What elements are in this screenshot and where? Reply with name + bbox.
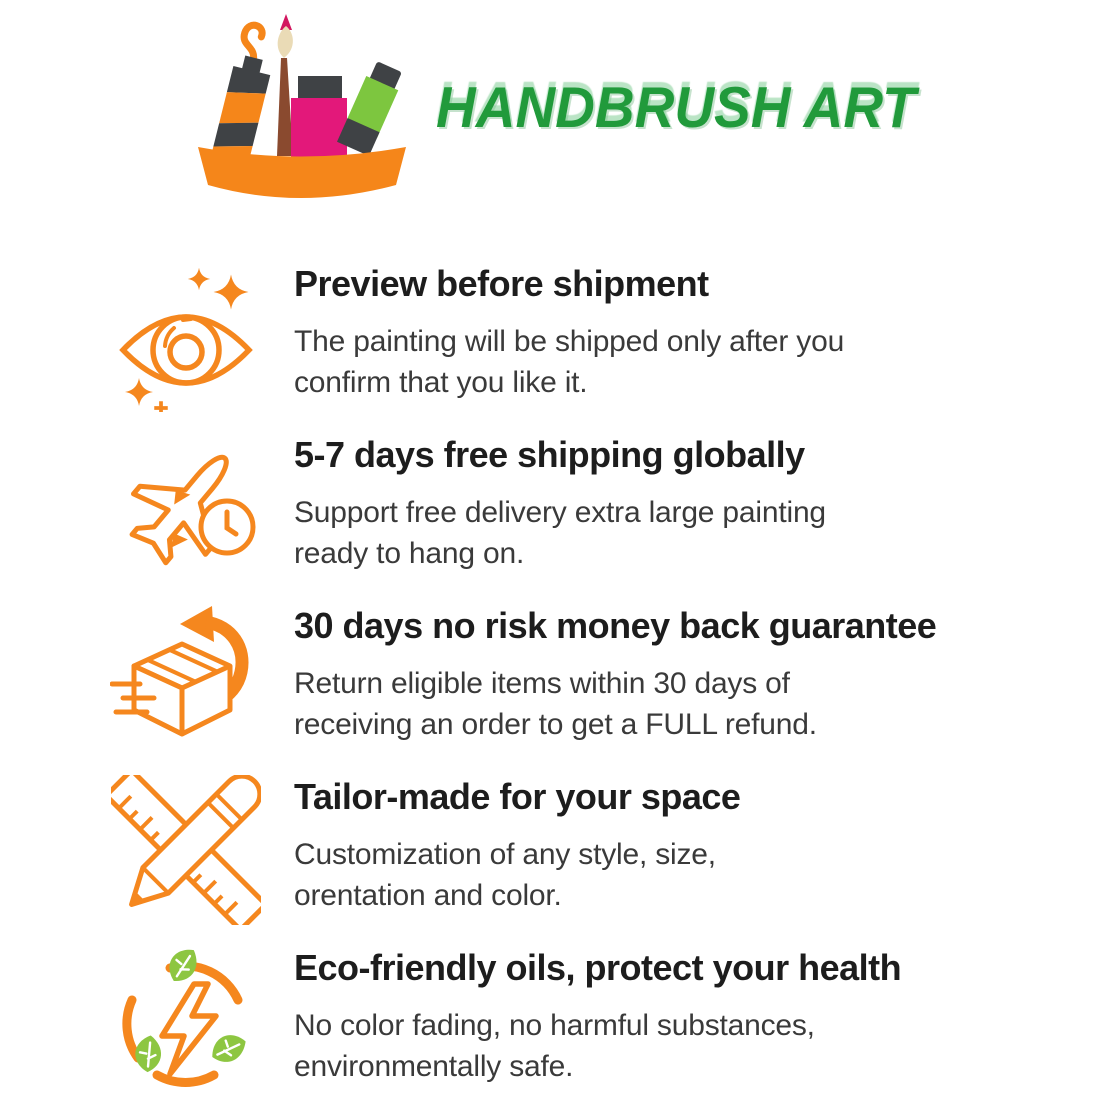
feature-text <box>294 262 844 403</box>
paint-tube-icon <box>210 23 281 170</box>
feature-text <box>294 604 936 745</box>
feature-list <box>0 262 1118 1098</box>
feature-row-preview <box>0 262 1118 433</box>
feature-title: Preview before shipment <box>294 263 709 304</box>
feature-title: Tailor-made for your space <box>294 776 741 817</box>
brand-title: HANDBRUSH ART <box>436 74 916 140</box>
feature-title: 30 days no risk money back guarantee <box>294 605 937 646</box>
paint-brush-icon <box>277 14 293 156</box>
feature-description-line: Support free delivery extra large painting <box>294 496 826 529</box>
eye-sparkles-icon <box>106 262 266 412</box>
brand-header <box>0 0 1118 205</box>
feature-description-line: No color fading, no harmful substances, <box>294 1009 815 1042</box>
eco-lightning-leaves-icon <box>106 946 266 1098</box>
feature-row-tailormade <box>0 775 1118 946</box>
feature-title: 5-7 days free shipping globally <box>294 434 805 475</box>
airplane-clock-icon <box>106 433 266 583</box>
feature-description-line: environmentally safe. <box>294 1050 574 1083</box>
feature-description-line: orentation and color. <box>294 879 562 912</box>
art-supplies-logo-icon <box>180 14 420 204</box>
ruler-pencil-icon <box>106 775 266 925</box>
feature-description-line: The painting will be shipped only after you <box>294 325 845 358</box>
feature-text <box>294 775 740 916</box>
feature-text <box>294 433 826 574</box>
feature-title: Eco-friendly oils, protect your health <box>294 947 902 988</box>
feature-row-moneyback <box>0 604 1118 775</box>
green-tube-icon <box>337 60 406 156</box>
feature-description-line: ready to hang on. <box>294 537 525 570</box>
feature-row-shipping <box>0 433 1118 604</box>
package-return-arrow-icon <box>106 604 266 756</box>
feature-description-line: Customization of any style, size, <box>294 838 716 871</box>
feature-description-line: Return eligible items within 30 days of <box>294 667 790 700</box>
leaf-icon <box>210 1030 247 1067</box>
feature-description-line: receiving an order to get a FULL refund. <box>294 708 817 741</box>
feature-row-ecofriendly <box>0 946 1118 1098</box>
paint-jar-icon <box>291 76 347 158</box>
leaf-icon <box>166 948 200 982</box>
feature-description-line: confirm that you like it. <box>294 366 588 399</box>
feature-text <box>294 946 901 1087</box>
